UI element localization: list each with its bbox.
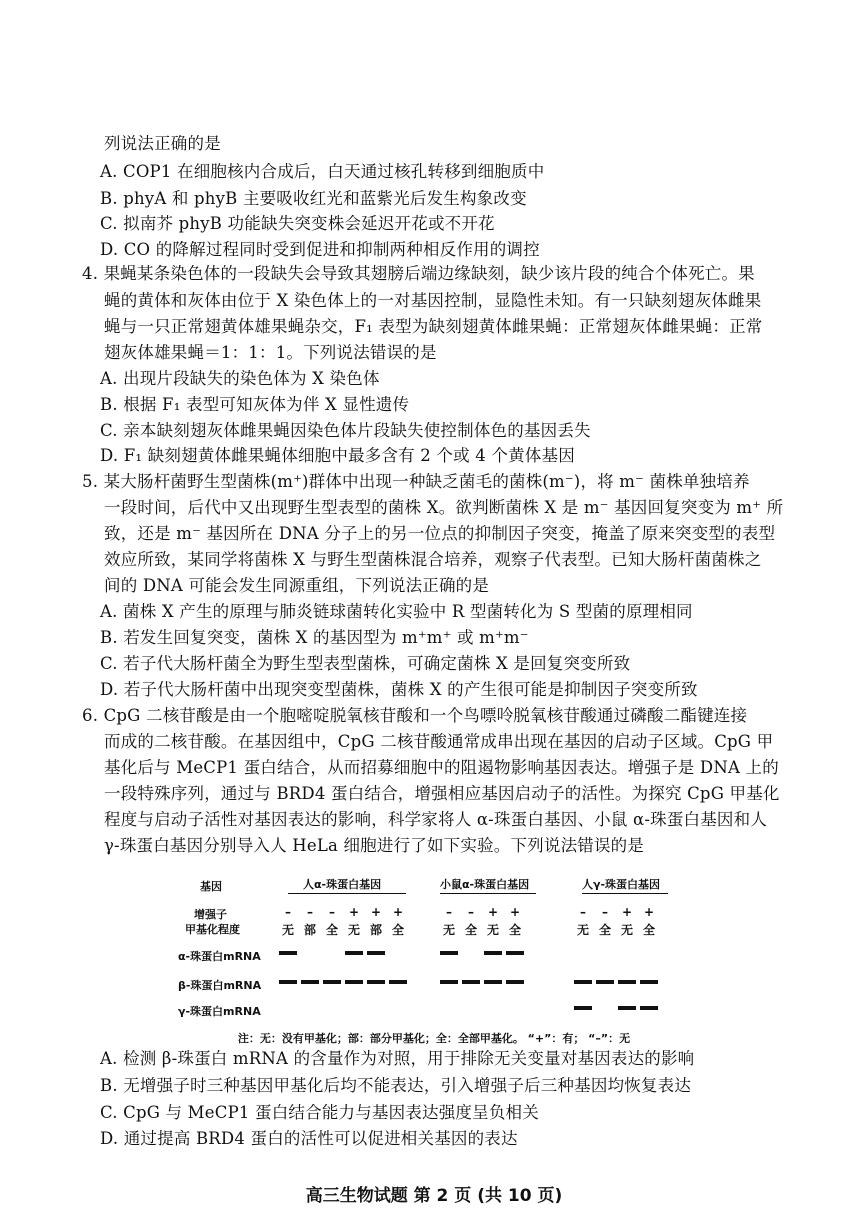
group-header-human-gamma: 人γ-珠蛋白基因	[582, 878, 661, 891]
group-header-human-alpha: 人α-珠蛋白基因	[303, 878, 382, 891]
q6-option-d: D. 通过提高 BRD4 蛋白的活性可以促进相关基因的表达	[100, 1129, 518, 1148]
q5-stem-line-4: 效应所致，某同学将菌株 X 与野生型菌株混合培养，观察子代表型。已知大肠杆菌菌株之	[104, 550, 762, 569]
q5-stem-line-5: 间的 DNA 可能会发生同源重组，下列说法正确的是	[104, 576, 490, 595]
mrna-band	[301, 980, 319, 984]
q4-option-d: D. F₁ 缺刻翅黄体雌果蝇体细胞中最多含有 2 个或 4 个黄体基因	[100, 446, 575, 465]
q4-stem-line-2: 蝇的黄体和灰体由位于 X 染色体上的一对基因控制，显隐性未知。有一只缺刻翅灰体雌果	[104, 291, 762, 310]
mrna-band	[462, 980, 480, 984]
group-underline	[582, 893, 668, 894]
mrna-band	[574, 980, 592, 984]
mrna-row-label-alpha: α-珠蛋白mRNA	[178, 950, 261, 963]
enhancer-mark: +	[509, 905, 521, 919]
q3-option-c: C. 拟南芥 phyB 功能缺失突变株会延迟开花或不开花	[100, 214, 495, 233]
q5-stem-line-3: 致，还是 m⁻ 基因所在 DNA 分子上的另一位点的抑制因子突变，掩盖了原来突变型的表型	[104, 524, 776, 543]
q3-option-a: A. COP1 在细胞核内合成后，白天通过核孔转移到细胞质中	[100, 162, 545, 181]
q6-stem-line-6: γ-珠蛋白基因分别导入人 HeLa 细胞进行了如下实验。下列说法错误的是	[104, 836, 645, 855]
methylation-mark: 部	[303, 923, 316, 937]
q3-option-b: B. phyA 和 phyB 主要吸收红光和蓝紫光后发生构象改变	[100, 189, 527, 208]
q6-option-c: C. CpG 与 MeCP1 蛋白结合能力与基因表达强度呈负相关	[100, 1103, 539, 1122]
enhancer-row-label: 增强子	[194, 908, 227, 921]
group-underline	[288, 893, 406, 894]
enhancer-mark: +	[392, 905, 404, 919]
enhancer-mark: +	[487, 905, 499, 919]
mrna-band	[279, 980, 297, 984]
mrna-band	[506, 951, 524, 955]
q5-option-d: D. 若子代大肠杆菌中出现突变型菌株，菌株 X 的产生很可能是抑制因子突变所致	[100, 680, 698, 699]
q5-stem-line-2: 一段时间，后代中又出现野生型表型的菌株 X。欲判断菌株 X 是 m⁻ 基因回复突变为 m⁺ 所	[104, 498, 784, 517]
q6-stem-line-3: 基化后与 MeCP1 蛋白结合，从而招募细胞中的阻遏物影响基因表达。增强子是 DNA 上的	[104, 758, 779, 777]
mrna-band	[506, 980, 524, 984]
methylation-mark: 无	[442, 923, 455, 937]
mrna-band	[640, 1006, 658, 1010]
mrna-band	[367, 980, 385, 984]
q6-stem-line-4: 一段特殊序列，通过与 BRD4 蛋白结合，增强相应基因启动子的活性。为探究 CpG 甲基化	[104, 784, 780, 803]
methylation-mark: 无	[576, 923, 589, 937]
mrna-row-label-gamma: γ-珠蛋白mRNA	[178, 1005, 261, 1018]
mrna-band	[440, 980, 458, 984]
mrna-band	[640, 980, 658, 984]
methylation-mark: 无	[347, 923, 360, 937]
q5-option-b: B. 若发生回复突变，菌株 X 的基因型为 m⁺m⁺ 或 m⁺m⁻	[100, 628, 529, 647]
enhancer-mark: –	[285, 905, 291, 919]
mrna-band	[596, 980, 614, 984]
mrna-band	[389, 980, 407, 984]
q6-option-a: A. 检测 β-珠蛋白 mRNA 的含量作为对照，用于排除无关变量对基因表达的影响	[100, 1049, 695, 1068]
mrna-band	[345, 980, 363, 984]
enhancer-mark: –	[446, 905, 452, 919]
q4-option-a: A. 出现片段缺失的染色体为 X 染色体	[100, 369, 380, 388]
q5-stem-line-1: 5. 某大肠杆菌野生型菌株(m⁺)群体中出现一种缺乏菌毛的菌株(m⁻)，将 m⁻ 菌株单独培养	[82, 472, 750, 491]
methylation-mark: 全	[598, 923, 611, 937]
group-header-mouse-alpha: 小鼠α-珠蛋白基因	[440, 878, 530, 891]
methylation-mark: 全	[464, 923, 477, 937]
q4-stem-line-3: 蝇与一只正常翅黄体雄果蝇杂交，F₁ 表型为缺刻翅黄体雌果蝇：正常翅灰体雌果蝇：正常	[104, 317, 763, 336]
mrna-band	[618, 980, 636, 984]
mrna-row-label-beta: β-珠蛋白mRNA	[178, 979, 262, 992]
mrna-band	[345, 951, 363, 955]
mrna-band	[279, 951, 297, 955]
methylation-mark: 无	[620, 923, 633, 937]
q4-stem-line-4: 翅灰体雄果蝇＝1：1：1。下列说法错误的是	[104, 343, 437, 362]
enhancer-mark: –	[307, 905, 313, 919]
group-underline	[440, 893, 536, 894]
q6-stem-line-2: 而成的二核苷酸。在基因组中，CpG 二核苷酸通常成串出现在基因的启动子区域。CpG 甲	[104, 732, 774, 751]
q3-stem-line: 列说法正确的是	[104, 134, 221, 153]
methylation-mark: 全	[325, 923, 338, 937]
mrna-band	[440, 951, 458, 955]
methylation-mark: 全	[642, 923, 655, 937]
q3-option-d: D. CO 的降解过程同时受到促进和抑制两种相反作用的调控	[100, 240, 540, 259]
q4-option-b: B. 根据 F₁ 表型可知灰体为伴 X 显性遗传	[100, 395, 410, 414]
gene-header: 基因	[200, 880, 222, 893]
page-footer: 高三生物试题 第 2 页 (共 10 页)	[305, 1186, 563, 1206]
q6-stem-line-1: 6. CpG 二核苷酸是由一个胞嘧啶脱氧核苷酸和一个鸟嘌呤脱氧核苷酸通过磷酸二酯键连接	[82, 706, 748, 725]
enhancer-mark: +	[621, 905, 633, 919]
mrna-band	[367, 951, 385, 955]
enhancer-mark: –	[602, 905, 608, 919]
mrna-band	[484, 951, 502, 955]
mrna-band	[323, 980, 341, 984]
q4-stem-line-1: 4. 果蝇某条染色体的一段缺失会导致其翅膀后端边缘缺刻，缺少该片段的纯合个体死亡。果	[82, 264, 755, 283]
methylation-mark: 无	[281, 923, 294, 937]
enhancer-mark: +	[370, 905, 382, 919]
mrna-band	[574, 1006, 592, 1010]
enhancer-mark: –	[468, 905, 474, 919]
methylation-mark: 无	[486, 923, 499, 937]
q6-stem-line-5: 程度与启动子活性对基因表达的影响，科学家将人 α-珠蛋白基因、小鼠 α-珠蛋白基因和人	[104, 810, 768, 829]
methylation-mark: 全	[508, 923, 521, 937]
mrna-band	[484, 980, 502, 984]
methylation-row-label: 甲基化程度	[185, 923, 240, 936]
q6-option-b: B. 无增强子时三种基因甲基化后均不能表达，引入增强子后三种基因均恢复表达	[100, 1076, 692, 1095]
enhancer-mark: +	[348, 905, 360, 919]
table-footnote: 注：无：没有甲基化；部：部分甲基化；全：全部甲基化。 “+”：有； “–”：无	[237, 1032, 631, 1045]
q5-option-a: A. 菌株 X 产生的原理与肺炎链球菌转化实验中 R 型菌转化为 S 型菌的原理相同	[100, 602, 693, 621]
enhancer-mark: +	[643, 905, 655, 919]
q5-option-c: C. 若子代大肠杆菌全为野生型表型菌株，可确定菌株 X 是回复突变所致	[100, 654, 631, 673]
methylation-mark: 全	[391, 923, 404, 937]
mrna-band	[618, 1006, 636, 1010]
q4-option-c: C. 亲本缺刻翅灰体雌果蝇因染色体片段缺失使控制体色的基因丢失	[100, 421, 591, 440]
methylation-mark: 部	[369, 923, 382, 937]
enhancer-mark: –	[580, 905, 586, 919]
enhancer-mark: –	[329, 905, 335, 919]
